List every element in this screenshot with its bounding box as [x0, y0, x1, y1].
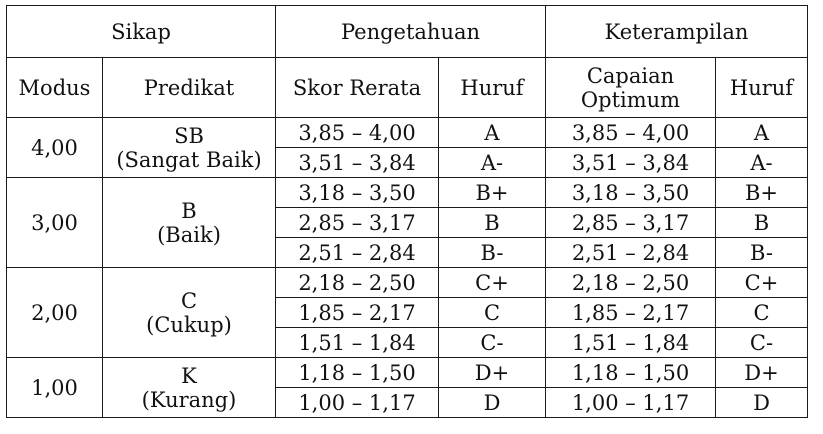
table-row — [7, 358, 808, 388]
header-keterampilan: Keterampilan — [546, 6, 808, 58]
huruf-keterampilan-cell: B- — [716, 238, 808, 268]
header-huruf-pengetahuan: Huruf — [439, 58, 546, 118]
huruf-pengetahuan-cell: D+ — [439, 358, 546, 388]
skor-rerata-cell: 3,51 – 3,84 — [276, 148, 439, 178]
huruf-pengetahuan-cell: C — [439, 298, 546, 328]
modus-cell: 4,00 — [7, 118, 103, 178]
predikat-description: (Sangat Baik) — [116, 147, 262, 172]
huruf-keterampilan-cell: D+ — [716, 358, 808, 388]
huruf-pengetahuan-cell: D — [439, 388, 546, 418]
capaian-optimum-cell: 3,18 – 3,50 — [546, 178, 716, 208]
predikat-code: K — [181, 363, 197, 388]
predikat-description: (Kurang) — [141, 387, 237, 412]
huruf-pengetahuan-cell: A- — [439, 148, 546, 178]
huruf-keterampilan-cell: A — [716, 118, 808, 148]
capaian-optimum-cell: 3,51 – 3,84 — [546, 148, 716, 178]
header-capaian-optimum — [546, 58, 716, 118]
huruf-keterampilan-cell: C — [716, 298, 808, 328]
capaian-optimum-cell: 3,85 – 4,00 — [546, 118, 716, 148]
huruf-keterampilan-cell: C+ — [716, 268, 808, 298]
predikat-cell — [103, 358, 276, 418]
capaian-optimum-cell: 1,51 – 1,84 — [546, 328, 716, 358]
header-predikat: Predikat — [103, 58, 276, 118]
skor-rerata-cell: 1,00 – 1,17 — [276, 388, 439, 418]
header-skor-rerata: Skor Rerata — [276, 58, 439, 118]
skor-rerata-cell: 2,51 – 2,84 — [276, 238, 439, 268]
modus-cell: 2,00 — [7, 268, 103, 358]
huruf-keterampilan-cell: B+ — [716, 178, 808, 208]
capaian-optimum-cell: 2,85 – 3,17 — [546, 208, 716, 238]
predikat-code: C — [180, 288, 198, 313]
predikat-cell — [103, 118, 276, 178]
capaian-optimum-cell: 2,51 – 2,84 — [546, 238, 716, 268]
header-modus: Modus — [7, 58, 103, 118]
table-row — [7, 268, 808, 298]
header-capaian-line1: Capaian — [586, 63, 675, 88]
predikat-code: SB — [174, 123, 204, 148]
huruf-keterampilan-cell: A- — [716, 148, 808, 178]
predikat-cell — [103, 268, 276, 358]
predikat-cell — [103, 178, 276, 268]
table-row — [7, 178, 808, 208]
skor-rerata-cell: 3,18 – 3,50 — [276, 178, 439, 208]
capaian-optimum-cell: 1,85 – 2,17 — [546, 298, 716, 328]
huruf-pengetahuan-cell: C- — [439, 328, 546, 358]
header-row-2 — [7, 58, 808, 118]
table-row — [7, 118, 808, 148]
skor-rerata-cell: 3,85 – 4,00 — [276, 118, 439, 148]
header-sikap: Sikap — [7, 6, 276, 58]
skor-rerata-cell: 1,18 – 1,50 — [276, 358, 439, 388]
huruf-keterampilan-cell: D — [716, 388, 808, 418]
modus-cell: 1,00 — [7, 358, 103, 418]
capaian-optimum-cell: 1,00 – 1,17 — [546, 388, 716, 418]
predikat-description: (Cukup) — [146, 312, 232, 337]
skor-rerata-cell: 2,18 – 2,50 — [276, 268, 439, 298]
modus-cell: 3,00 — [7, 178, 103, 268]
huruf-pengetahuan-cell: B — [439, 208, 546, 238]
capaian-optimum-cell: 1,18 – 1,50 — [546, 358, 716, 388]
header-huruf-keterampilan: Huruf — [716, 58, 808, 118]
skor-rerata-cell: 1,51 – 1,84 — [276, 328, 439, 358]
predikat-code: B — [181, 198, 197, 223]
header-pengetahuan: Pengetahuan — [276, 6, 546, 58]
huruf-pengetahuan-cell: A — [439, 118, 546, 148]
header-row-1 — [7, 6, 808, 58]
skor-rerata-cell: 1,85 – 2,17 — [276, 298, 439, 328]
skor-rerata-cell: 2,85 – 3,17 — [276, 208, 439, 238]
huruf-pengetahuan-cell: C+ — [439, 268, 546, 298]
huruf-pengetahuan-cell: B- — [439, 238, 546, 268]
capaian-optimum-cell: 2,18 – 2,50 — [546, 268, 716, 298]
huruf-keterampilan-cell: B — [716, 208, 808, 238]
header-capaian-line2: Optimum — [580, 87, 681, 112]
huruf-keterampilan-cell: C- — [716, 328, 808, 358]
grade-conversion-table — [6, 5, 808, 418]
predikat-description: (Baik) — [157, 222, 221, 247]
huruf-pengetahuan-cell: B+ — [439, 178, 546, 208]
